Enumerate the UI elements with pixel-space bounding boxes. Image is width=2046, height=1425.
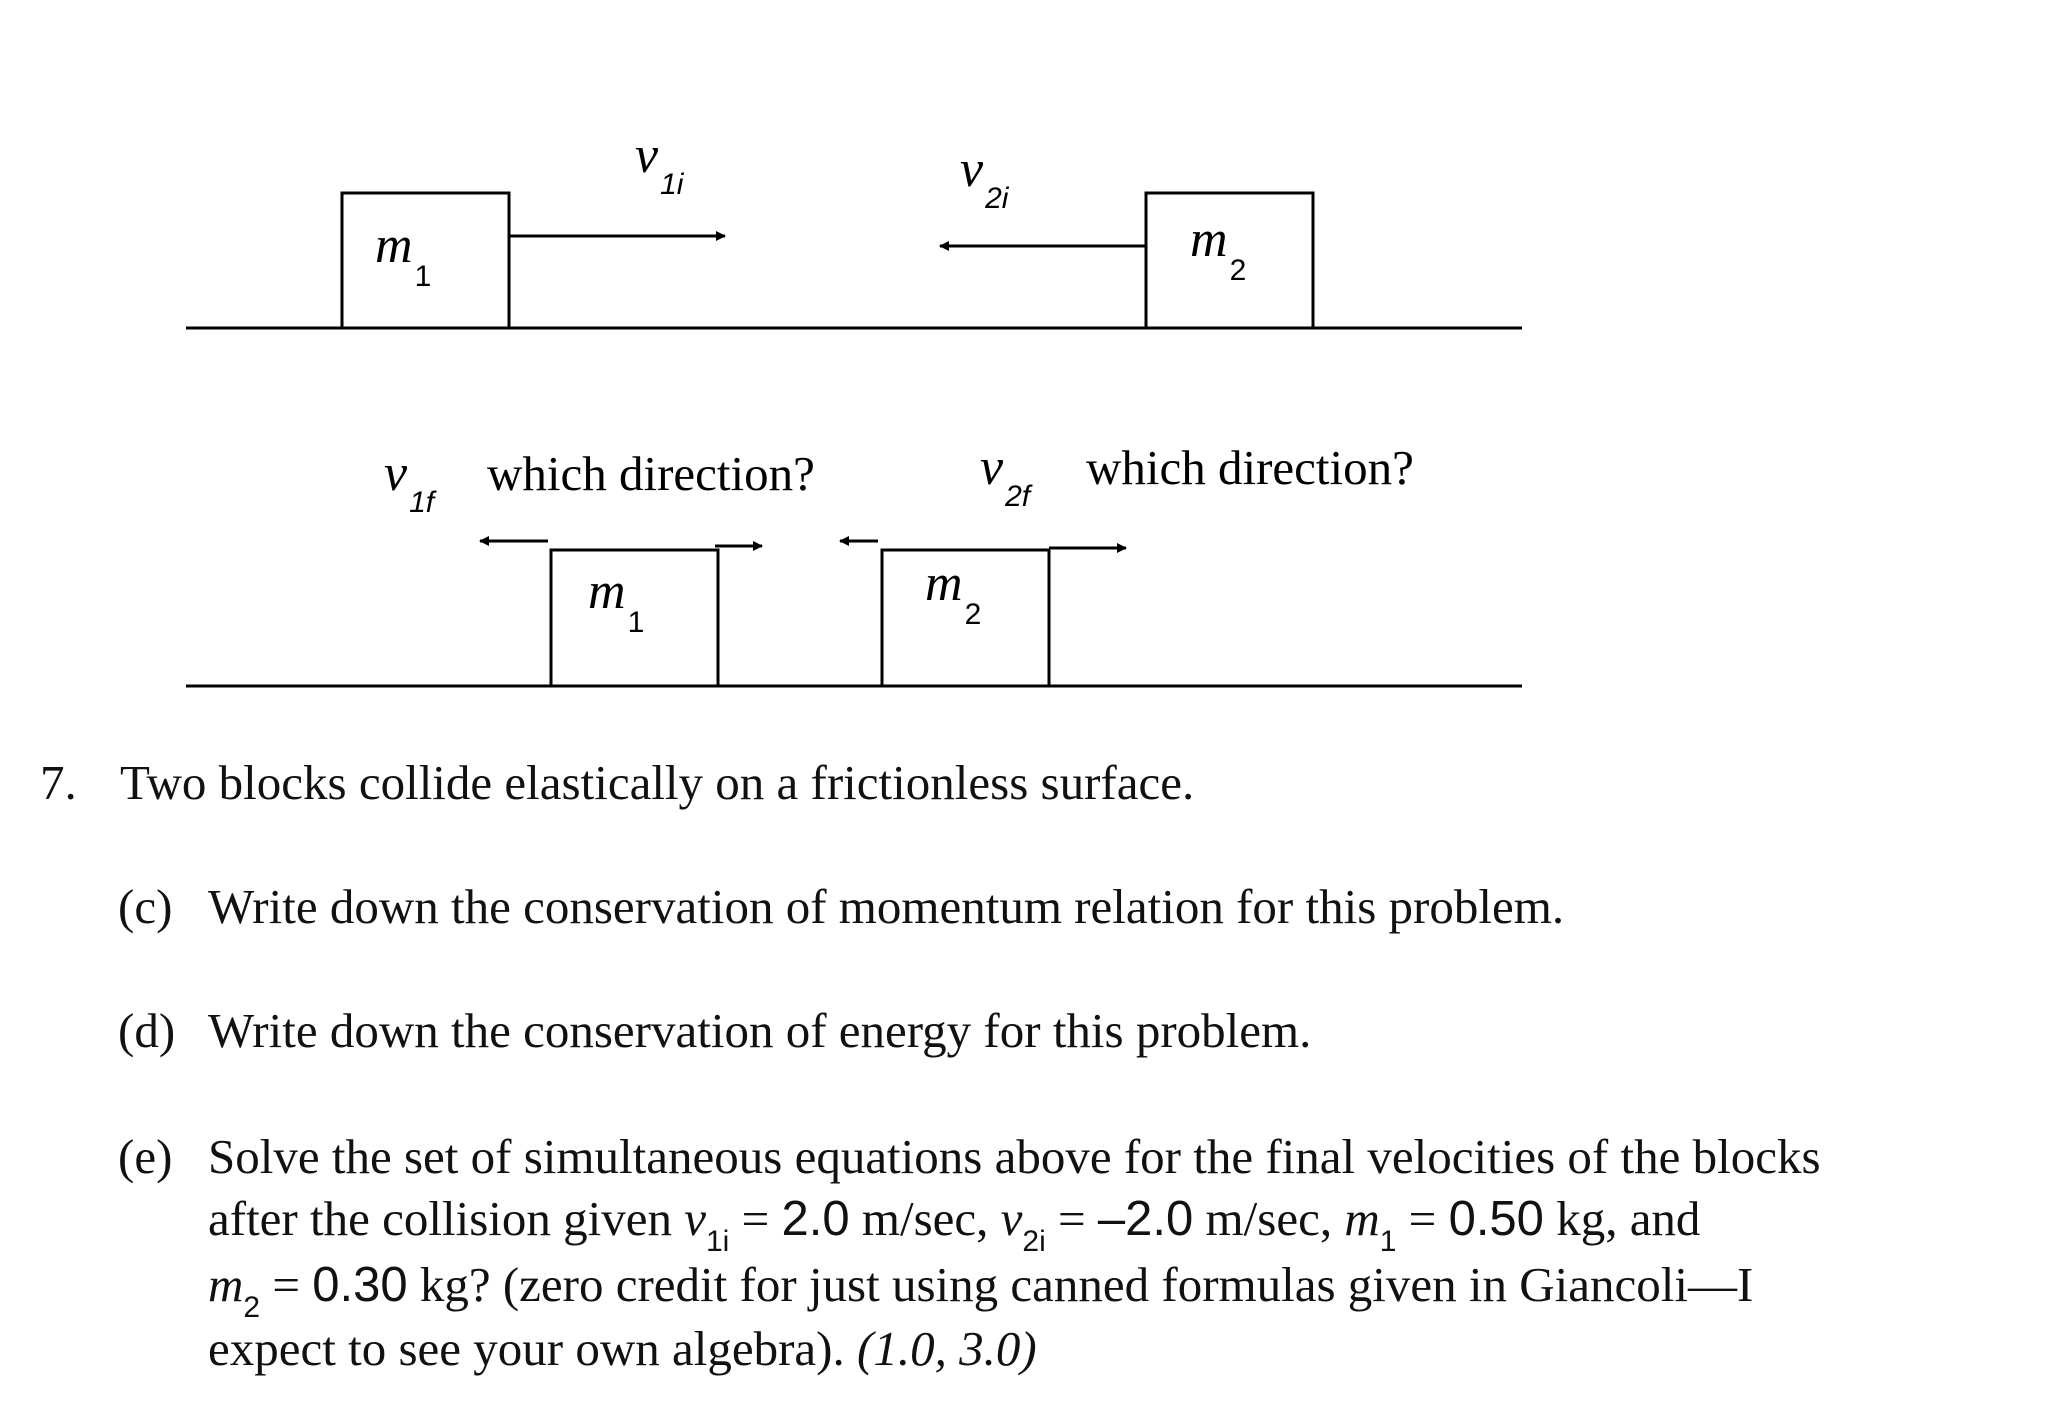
unit-2: m/sec,: [1193, 1191, 1345, 1246]
v1f-label: $v_{1f}$: [384, 445, 435, 519]
top-m1-label: $m_1$: [375, 217, 432, 293]
part-e-text-3: kg? (zero credit for just using canned formulas given in Giancoli—I: [407, 1257, 1754, 1312]
problem-number: 7.: [40, 755, 77, 810]
problem-text: [0, 740, 2046, 1425]
v2f-label: $v_{2f}$: [980, 439, 1031, 513]
m2-value: 0.30: [312, 1258, 408, 1312]
part-c-text: Write down the conservation of momentum relation for this problem.: [208, 879, 1565, 934]
unit-3: kg, and: [1543, 1191, 1701, 1246]
unit-1: m/sec,: [849, 1191, 1001, 1246]
part-e-line3: [208, 1256, 1754, 1324]
part-c-label: (c): [118, 879, 173, 934]
v1i-subscript: 1i: [706, 1225, 730, 1258]
bottom-m1-label: $m_1$: [588, 563, 645, 639]
m1-value: 0.50: [1448, 1192, 1544, 1246]
part-e-line2: [208, 1190, 1701, 1258]
m2-symbol: m: [208, 1257, 244, 1312]
m1-subscript: 1: [1379, 1225, 1397, 1258]
answer-hint: (1.0, 3.0): [857, 1321, 1037, 1376]
eq-3: =: [1396, 1191, 1449, 1246]
part-e-text-4: expect to see your own algebra).: [208, 1321, 857, 1376]
m1-symbol: m: [1344, 1191, 1380, 1246]
problem-statement: Two blocks collide elastically on a frictionless surface.: [120, 755, 1195, 810]
v2i-subscript: 2i: [1022, 1225, 1046, 1258]
top-m2-label: $m_2$: [1190, 211, 1247, 287]
which-direction-1: which direction?: [487, 446, 815, 501]
v2i-symbol: v: [1000, 1191, 1023, 1246]
v1i-label: $v_{1i}$: [635, 127, 684, 201]
which-direction-2: which direction?: [1086, 440, 1414, 495]
part-d-label: (d): [118, 1003, 176, 1058]
eq-4: =: [260, 1257, 313, 1312]
part-d-text: Write down the conservation of energy for this problem.: [208, 1003, 1312, 1058]
m2-subscript: 2: [243, 1291, 261, 1324]
v2i-value: –2.0: [1097, 1192, 1194, 1246]
part-e-label: (e): [118, 1129, 173, 1184]
eq-2: =: [1045, 1191, 1098, 1246]
bottom-m2-label: $m_2$: [925, 555, 982, 631]
part-e-prefix: after the collision given: [208, 1191, 685, 1246]
v1i-value: 2.0: [781, 1192, 850, 1246]
v2i-label: $v_{2i}$: [960, 141, 1009, 215]
part-e-text-1: Solve the set of simultaneous equations above for the final velocities of the blocks: [208, 1129, 1821, 1184]
eq-1: =: [729, 1191, 782, 1246]
v1i-symbol: v: [684, 1191, 706, 1246]
part-e-line4: [208, 1320, 1037, 1377]
